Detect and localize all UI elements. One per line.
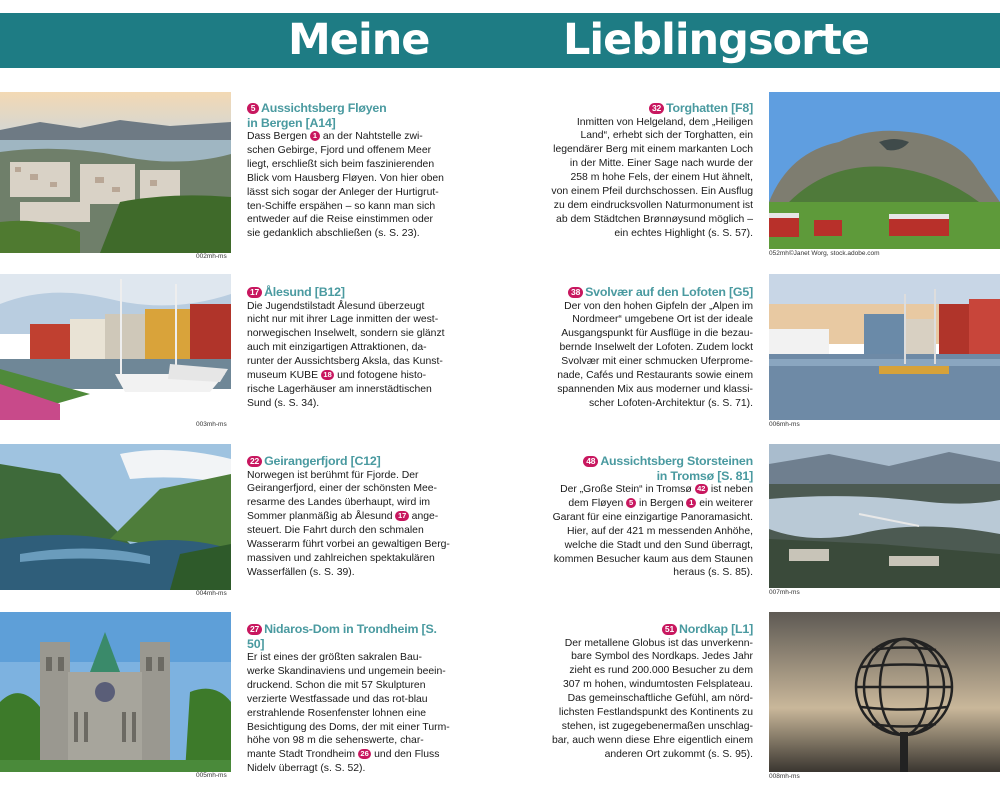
body-line [247, 665, 452, 679]
body-line [546, 525, 753, 539]
photo-credit: 004mh-ms [196, 590, 227, 597]
entry-title: Aussichtsberg Storsteinen [600, 454, 753, 468]
body-line [546, 313, 753, 327]
entry-nidaros [247, 622, 452, 776]
body-text: Er ist eines der größten sakralen Bau- [247, 652, 422, 663]
body-text: ten-Schiffe erspähen – so kann man sich [247, 200, 436, 212]
entry-alesund [247, 285, 452, 411]
body-text: Wasserarm führt vorbei an gewaltigen Berg- [247, 539, 450, 551]
body-text: massiven und zahlreichen spektakulären [247, 552, 435, 564]
body-text: druckend. Schon die mit 57 Skulpturen [247, 679, 426, 691]
body-line [247, 130, 452, 144]
entry-body [247, 651, 452, 776]
entry-body [546, 116, 753, 241]
reference-badge: 17 [395, 511, 408, 521]
body-line [247, 213, 452, 227]
reference-badge: 1 [310, 131, 320, 141]
entry-title-line2: in Tromsø [S. 81] [656, 468, 753, 483]
body-text: 258 m hohe Fels, der einem Hut ähnelt, [570, 172, 753, 184]
body-line [546, 511, 753, 525]
body-text: Svolvær mit einer schmucken Uferprome- [561, 356, 753, 368]
photo-bergen-floyen [0, 92, 231, 253]
body-line [247, 721, 452, 735]
body-line [546, 748, 753, 762]
body-line [546, 678, 753, 692]
body-text: Die Jugendstilstadt Ålesund überzeugt [247, 300, 425, 312]
entry-body [247, 130, 452, 241]
entry-title: Ålesund [B12] [264, 285, 345, 299]
body-line [247, 341, 452, 355]
body-line [546, 116, 753, 130]
body-text: Besichtigung des Doms, der mit einer Turm- [247, 721, 450, 733]
body-text: auch mit einzigartigen Attraktionen, da- [247, 342, 427, 354]
entry-body [247, 469, 452, 580]
body-line [546, 213, 753, 227]
body-text: museum KUBE [247, 370, 321, 382]
photo-credit: 052mh©Janet Worg, stock.adobe.com [769, 250, 880, 257]
entry-number: 27 [247, 624, 262, 635]
body-text: Der von den hohen Gipfeln der „Alpen im [564, 300, 753, 312]
body-text: in der Mitte. Einer Sage nach wurde der [569, 158, 753, 170]
body-text: zu dem eindrucksvollen Naturmonument ist [553, 199, 753, 211]
body-line [546, 129, 753, 143]
body-text: Nidelv überragt (s. S. 52). [247, 763, 366, 775]
body-text: welche die Stadt und den Sund überragt, [564, 539, 753, 551]
body-text: 307 m hohen, windumtosten Felsplateau. [562, 679, 753, 691]
body-line [247, 383, 452, 397]
entry-body [546, 637, 753, 762]
body-line [546, 734, 753, 748]
body-text: Norwegen ist berühmt für Fjorde. Der [247, 469, 419, 481]
body-text: Das gemeinschaftliche Gefühl, am nörd- [567, 693, 753, 705]
body-text: von einem Pfeil durchschossen. Ein Ausflug [551, 186, 753, 198]
body-line [247, 186, 452, 200]
body-line [247, 200, 452, 214]
body-text: lässt sich sogar der Anleger der Hurtigrut- [247, 186, 439, 198]
entry-title: Nordkap [L1] [678, 622, 753, 636]
entry-number: 48 [583, 456, 598, 467]
body-text: stehen, ist zugegebenermaßen unschlag- [561, 720, 753, 732]
body-text: Der metallene Globus ist das unverkenn- [564, 637, 753, 649]
body-line [247, 748, 452, 762]
body-text: nade, Cafés und Restaurants sowie einem [557, 370, 753, 382]
body-text: nicht nur mit ihrer Lage inmitten der west- [247, 314, 439, 326]
body-text: und fotogene histo- [334, 370, 427, 382]
body-text: Sund (s. S. 34). [247, 397, 320, 409]
entry-title: Aussichtsberg Fløyen [261, 101, 387, 115]
entry-storsteinen [546, 454, 753, 580]
entry-floyen [247, 101, 452, 241]
body-text: Wasserfällen (s. S. 39). [247, 566, 355, 578]
body-text: erstrahlende Rosenfenster lohnen eine [247, 707, 427, 719]
body-line [247, 538, 452, 552]
reference-badge: 42 [695, 484, 708, 494]
body-text: Nordmeer“ umgebene Ort ist der ideale [572, 314, 753, 326]
body-text: ist neben [707, 484, 753, 495]
body-text: und den Fluss [371, 749, 440, 761]
body-line [546, 143, 753, 157]
entry-number: 17 [247, 287, 262, 298]
photo-nidaros-dom [0, 612, 231, 772]
entry-body [546, 483, 753, 580]
body-line [546, 637, 753, 651]
body-text: Garant für eine einzigartige Panoramasicht. [552, 511, 753, 523]
body-text: norwegischen Inselwelt, sondern sie glänzt [247, 328, 445, 340]
photo-svolvaer [769, 274, 1000, 420]
body-text: bar, auch wenn diese Ehre eigentlich einem [551, 734, 753, 746]
body-text: mante Stadt Trondheim [247, 749, 358, 761]
body-line [247, 369, 452, 383]
body-line [247, 524, 452, 538]
body-line [546, 383, 753, 397]
body-line [546, 397, 753, 411]
body-line [546, 497, 753, 511]
body-line [247, 679, 452, 693]
body-line [546, 483, 753, 497]
entry-title: Torghatten [F8] [666, 101, 753, 115]
reference-badge: 26 [358, 749, 371, 759]
body-text: ein weiterer [696, 497, 753, 509]
body-text: spannenden Mix aus moderner und klassi- [557, 383, 753, 395]
body-line [546, 369, 753, 383]
entry-title-line2: in Bergen [A14] [247, 115, 336, 130]
entry-title: Geirangerfjord [C12] [264, 454, 381, 468]
body-line [546, 553, 753, 567]
body-text: liegt, erschließt sich beim faszinierenden [247, 158, 435, 170]
body-line [546, 199, 753, 213]
photo-credit: 007mh-ms [769, 589, 800, 596]
body-line [247, 397, 452, 411]
entry-number: 38 [568, 287, 583, 298]
body-text: Land“, erhebt sich der Torghatten, ein [580, 130, 753, 142]
body-text: ein echtes Highlight (s. S. 57). [614, 227, 753, 239]
reference-badge: 1 [686, 498, 696, 508]
body-text: legendärer Berg mit einem markanten Loch [553, 144, 753, 156]
entry-title: Svolvær auf den Lofoten [G5] [585, 285, 753, 299]
header-banner [0, 13, 1000, 68]
body-text: ange- [408, 511, 439, 523]
body-text: bernde Inselwelt der Lofoten. Zudem lockt [559, 342, 753, 354]
body-text: höhe von 98 m die sehenswerte, char- [247, 735, 424, 747]
body-text: ab dem Städtchen Brønnøysund möglich – [556, 213, 753, 225]
body-text: werke Skandinaviens und ungemein beein- [247, 665, 446, 677]
body-line [247, 227, 452, 241]
entry-number: 5 [247, 103, 259, 114]
photo-credit: 002mh-ms [196, 253, 227, 260]
body-text: Inmitten von Helgeland, dem „Heiligen [576, 116, 753, 128]
body-text: Ausgangspunkt für Ausflüge in die bezau- [561, 328, 753, 340]
reference-badge: 5 [626, 498, 636, 508]
body-text: sie gedanklich abschließen (s. S. 23). [247, 228, 420, 240]
body-line [546, 327, 753, 341]
entry-body [247, 300, 452, 411]
body-line [546, 664, 753, 678]
photo-credit: 005mh-ms [196, 772, 227, 779]
body-text: Der „Große Stein“ in Tromsø [560, 484, 695, 495]
body-line [546, 650, 753, 664]
entry-torghatten [546, 101, 753, 241]
photo-torghatten [769, 92, 1000, 249]
body-line [247, 510, 452, 524]
body-line [247, 496, 452, 510]
header-word-lieblingsorte: Lieblingsorte [563, 15, 870, 65]
entry-svolvaer [546, 285, 753, 411]
body-line [247, 734, 452, 748]
photo-credit: 008mh-ms [769, 773, 800, 780]
body-text: rische Lagerhäuser am innerstädtischen [247, 383, 432, 395]
body-line [247, 552, 452, 566]
entry-number: 32 [649, 103, 664, 114]
body-line [546, 706, 753, 720]
body-line [247, 566, 452, 580]
body-line [546, 157, 753, 171]
body-text: Geirangerfjord, einer der schönsten Mee- [247, 483, 438, 495]
body-text: zieht es rund 200.000 Besucher zu dem [569, 665, 753, 677]
body-line [247, 707, 452, 721]
body-text: runter der Aussichtsberg Aksla, das Kunst- [247, 356, 443, 368]
body-line [546, 227, 753, 241]
body-text: lichsten Festlandspunkt des Kontinents zu [558, 707, 753, 719]
body-text: steuert. Die Fahrt durch den schmalen [247, 525, 424, 537]
body-text: dem Fløyen [568, 497, 627, 509]
body-line [247, 762, 452, 776]
photo-alesund [0, 274, 231, 420]
body-line [247, 651, 452, 665]
body-line [546, 539, 753, 553]
body-text: Dass Bergen [247, 131, 310, 142]
body-line [546, 341, 753, 355]
body-text: kommen Besucher kaum aus dem Staunen [553, 553, 753, 565]
entry-body [546, 300, 753, 411]
body-line [247, 693, 452, 707]
body-text: verzierte Westfassade und das rot-blau [247, 693, 428, 705]
reference-badge: 18 [321, 370, 334, 380]
body-text: Sommer planmäßig ab Ålesund [247, 511, 396, 523]
body-line [247, 482, 452, 496]
entry-geirangerfjord [247, 454, 452, 580]
body-line [247, 144, 452, 158]
body-text: Blick vom Hausberg Fløyen. Von hier oben [247, 172, 444, 184]
photo-geirangerfjord [0, 444, 231, 590]
body-line [546, 692, 753, 706]
body-line [546, 185, 753, 199]
photo-credit: 006mh-ms [769, 421, 800, 428]
body-text: resarme des Landes überhaupt, wird im [247, 497, 431, 509]
body-text: in Bergen [636, 497, 687, 509]
body-line [546, 355, 753, 369]
body-line [546, 566, 753, 580]
entry-number: 22 [247, 456, 262, 467]
body-line [247, 172, 452, 186]
body-text: scher Lofoten-Architektur (s. S. 71). [588, 397, 753, 409]
entry-nordkap [546, 622, 753, 762]
photo-nordkap-globus [769, 612, 1000, 772]
body-text: an der Nahtstelle zwi- [319, 131, 423, 142]
body-text: bare Symbol des Nordkaps. Jedes Jahr [571, 651, 753, 663]
body-text: Hier, auf der 421 m messenden Anhöhe, [567, 525, 753, 537]
body-line [247, 327, 452, 341]
body-text: entweder auf die Reise einstimmen oder [247, 214, 433, 226]
body-text: schen Gebirge, Fjord und offenem Meer [247, 144, 432, 156]
body-line [546, 300, 753, 314]
body-line [247, 469, 452, 483]
body-line [247, 300, 452, 314]
body-text: heraus (s. S. 85). [673, 567, 753, 579]
body-line [247, 355, 452, 369]
body-line [546, 720, 753, 734]
body-line [247, 313, 452, 327]
entry-number: 51 [662, 624, 677, 635]
photo-credit: 003mh-ms [196, 421, 227, 428]
photo-storsteinen-tromso [769, 444, 1000, 588]
body-text: anderen Ort zukommt (s. S. 95). [604, 748, 753, 760]
body-line [546, 171, 753, 185]
body-line [247, 158, 452, 172]
header-word-meine: Meine [288, 15, 430, 65]
entry-title: Nidaros-Dom in Trondheim [S. 50] [247, 622, 437, 651]
